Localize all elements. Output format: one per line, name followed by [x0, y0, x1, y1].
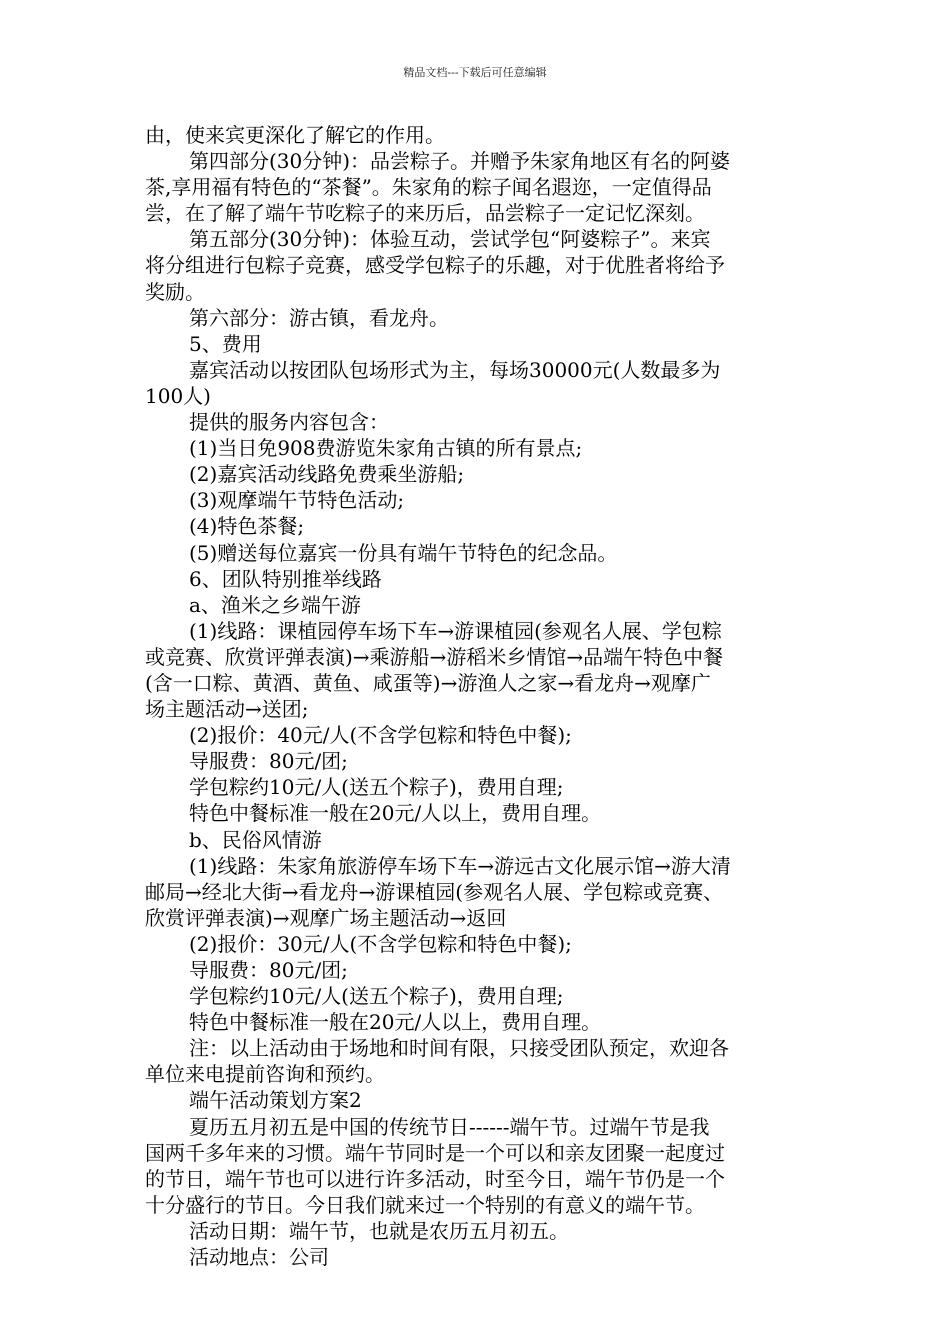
text-line: 尝，在了解了端午节吃粽子的来历后，品尝粽子一定记忆深刻。	[145, 201, 705, 226]
text-line: (2)嘉宾活动线路免费乘坐游船;	[189, 462, 465, 487]
page-header: 精品文档---下载后可任意编辑	[403, 66, 547, 79]
text-line: 导服费：80元/团;	[189, 958, 348, 982]
text-line: 注：以上活动由于场地和时间有限，只接受团队预定，欢迎各	[189, 1036, 729, 1061]
text-line: 活动日期：端午节，也就是农历五月初五。	[189, 1218, 569, 1243]
text-line: 场主题活动→送团;	[145, 697, 309, 722]
text-line: (1)当日免908费游览朱家角古镇的所有景点;	[189, 436, 583, 461]
text-line: 学包粽约10元/人(送五个粽子)，费用自理;	[189, 984, 564, 1009]
text-line: 5、费用	[189, 331, 262, 356]
text-line: 端午活动策划方案2	[189, 1088, 362, 1113]
text-line: 或竞赛、欣赏评弹表演)→乘游船→游稻米乡情馆→品端午特色中餐	[145, 644, 724, 669]
text-line: 十分盛行的节日。今日我们就来过一个特别的有意义的端午节。	[145, 1192, 705, 1217]
text-line: (5)赠送每位嘉宾一份具有端午节特色的纪念品。	[189, 540, 618, 565]
text-line: 活动地点：公司	[189, 1245, 329, 1270]
text-line: 第五部分(30分钟)：体验互动，尝试学包“阿婆粽子”。来宾	[189, 227, 711, 252]
text-line: b、民俗风情游	[189, 827, 322, 852]
text-line: 6、团队特别推举线路	[189, 566, 382, 591]
text-line: 单位来电提前咨询和预约。	[145, 1062, 385, 1087]
text-line: 夏历五月初五是中国的传统节日------端午节。过端午节是我	[189, 1114, 710, 1139]
text-line: 提供的服务内容包含：	[189, 410, 389, 435]
text-line: 特色中餐标准一般在20元/人以上，费用自理。	[189, 801, 602, 826]
text-line: (2)报价：40元/人(不含学包粽和特色中餐);	[189, 723, 572, 748]
text-line: (4)特色茶餐;	[189, 514, 305, 539]
text-line: (3)观摩端午节特色活动;	[189, 488, 405, 513]
text-line: 将分组进行包粽子竞赛，感受学包粽子的乐趣，对于优胜者将给予	[145, 253, 725, 278]
text-line: (1)线路：课植园停车场下车→游课植园(参观名人展、学包粽	[189, 618, 722, 643]
text-line: 由，使来宾更深化了解它的作用。	[145, 123, 445, 147]
text-line: (2)报价：30元/人(不含学包粽和特色中餐);	[189, 931, 572, 956]
text-line: 嘉宾活动以按团队包场形式为主，每场30000元(人数最多为	[189, 357, 721, 382]
text-line: (含一口粽、黄酒、黄鱼、咸蛋等)→游渔人之家→看龙舟→观摩广	[145, 670, 711, 695]
text-line: 特色中餐标准一般在20元/人以上，费用自理。	[189, 1010, 602, 1035]
text-line: 第四部分(30分钟)：品尝粽子。并赠予朱家角地区有名的阿婆	[189, 149, 731, 174]
document-body	[145, 122, 810, 1270]
text-line: (1)线路：朱家角旅游停车场下车→游远古文化展示馆→游大清	[189, 853, 731, 878]
text-line: 的节日，端午节也可以进行许多活动，时至今日，端午节仍是一个	[145, 1166, 725, 1191]
text-line: 茶,享用福有特色的“茶餐”。朱家角的粽子闻名遐迩，一定值得品	[145, 175, 712, 200]
text-line: 奖励。	[145, 279, 205, 304]
text-line: 国两千多年来的习惯。端午节同时是一个可以和亲友团聚一起度过	[145, 1140, 725, 1165]
text-line: 第六部分：游古镇，看龙舟。	[189, 305, 449, 330]
text-line: 导服费：80元/团;	[189, 749, 348, 774]
text-line: 欣赏评弹表演)→观摩广场主题活动→返回	[145, 905, 507, 930]
text-line: 100人)	[145, 383, 211, 408]
text-line: a、渔米之乡端午游	[189, 592, 361, 617]
text-line: 邮局→经北大街→看龙舟→游课植园(参观名人展、学包粽或竞赛、	[145, 879, 724, 904]
text-line: 学包粽约10元/人(送五个粽子)，费用自理;	[189, 775, 564, 800]
